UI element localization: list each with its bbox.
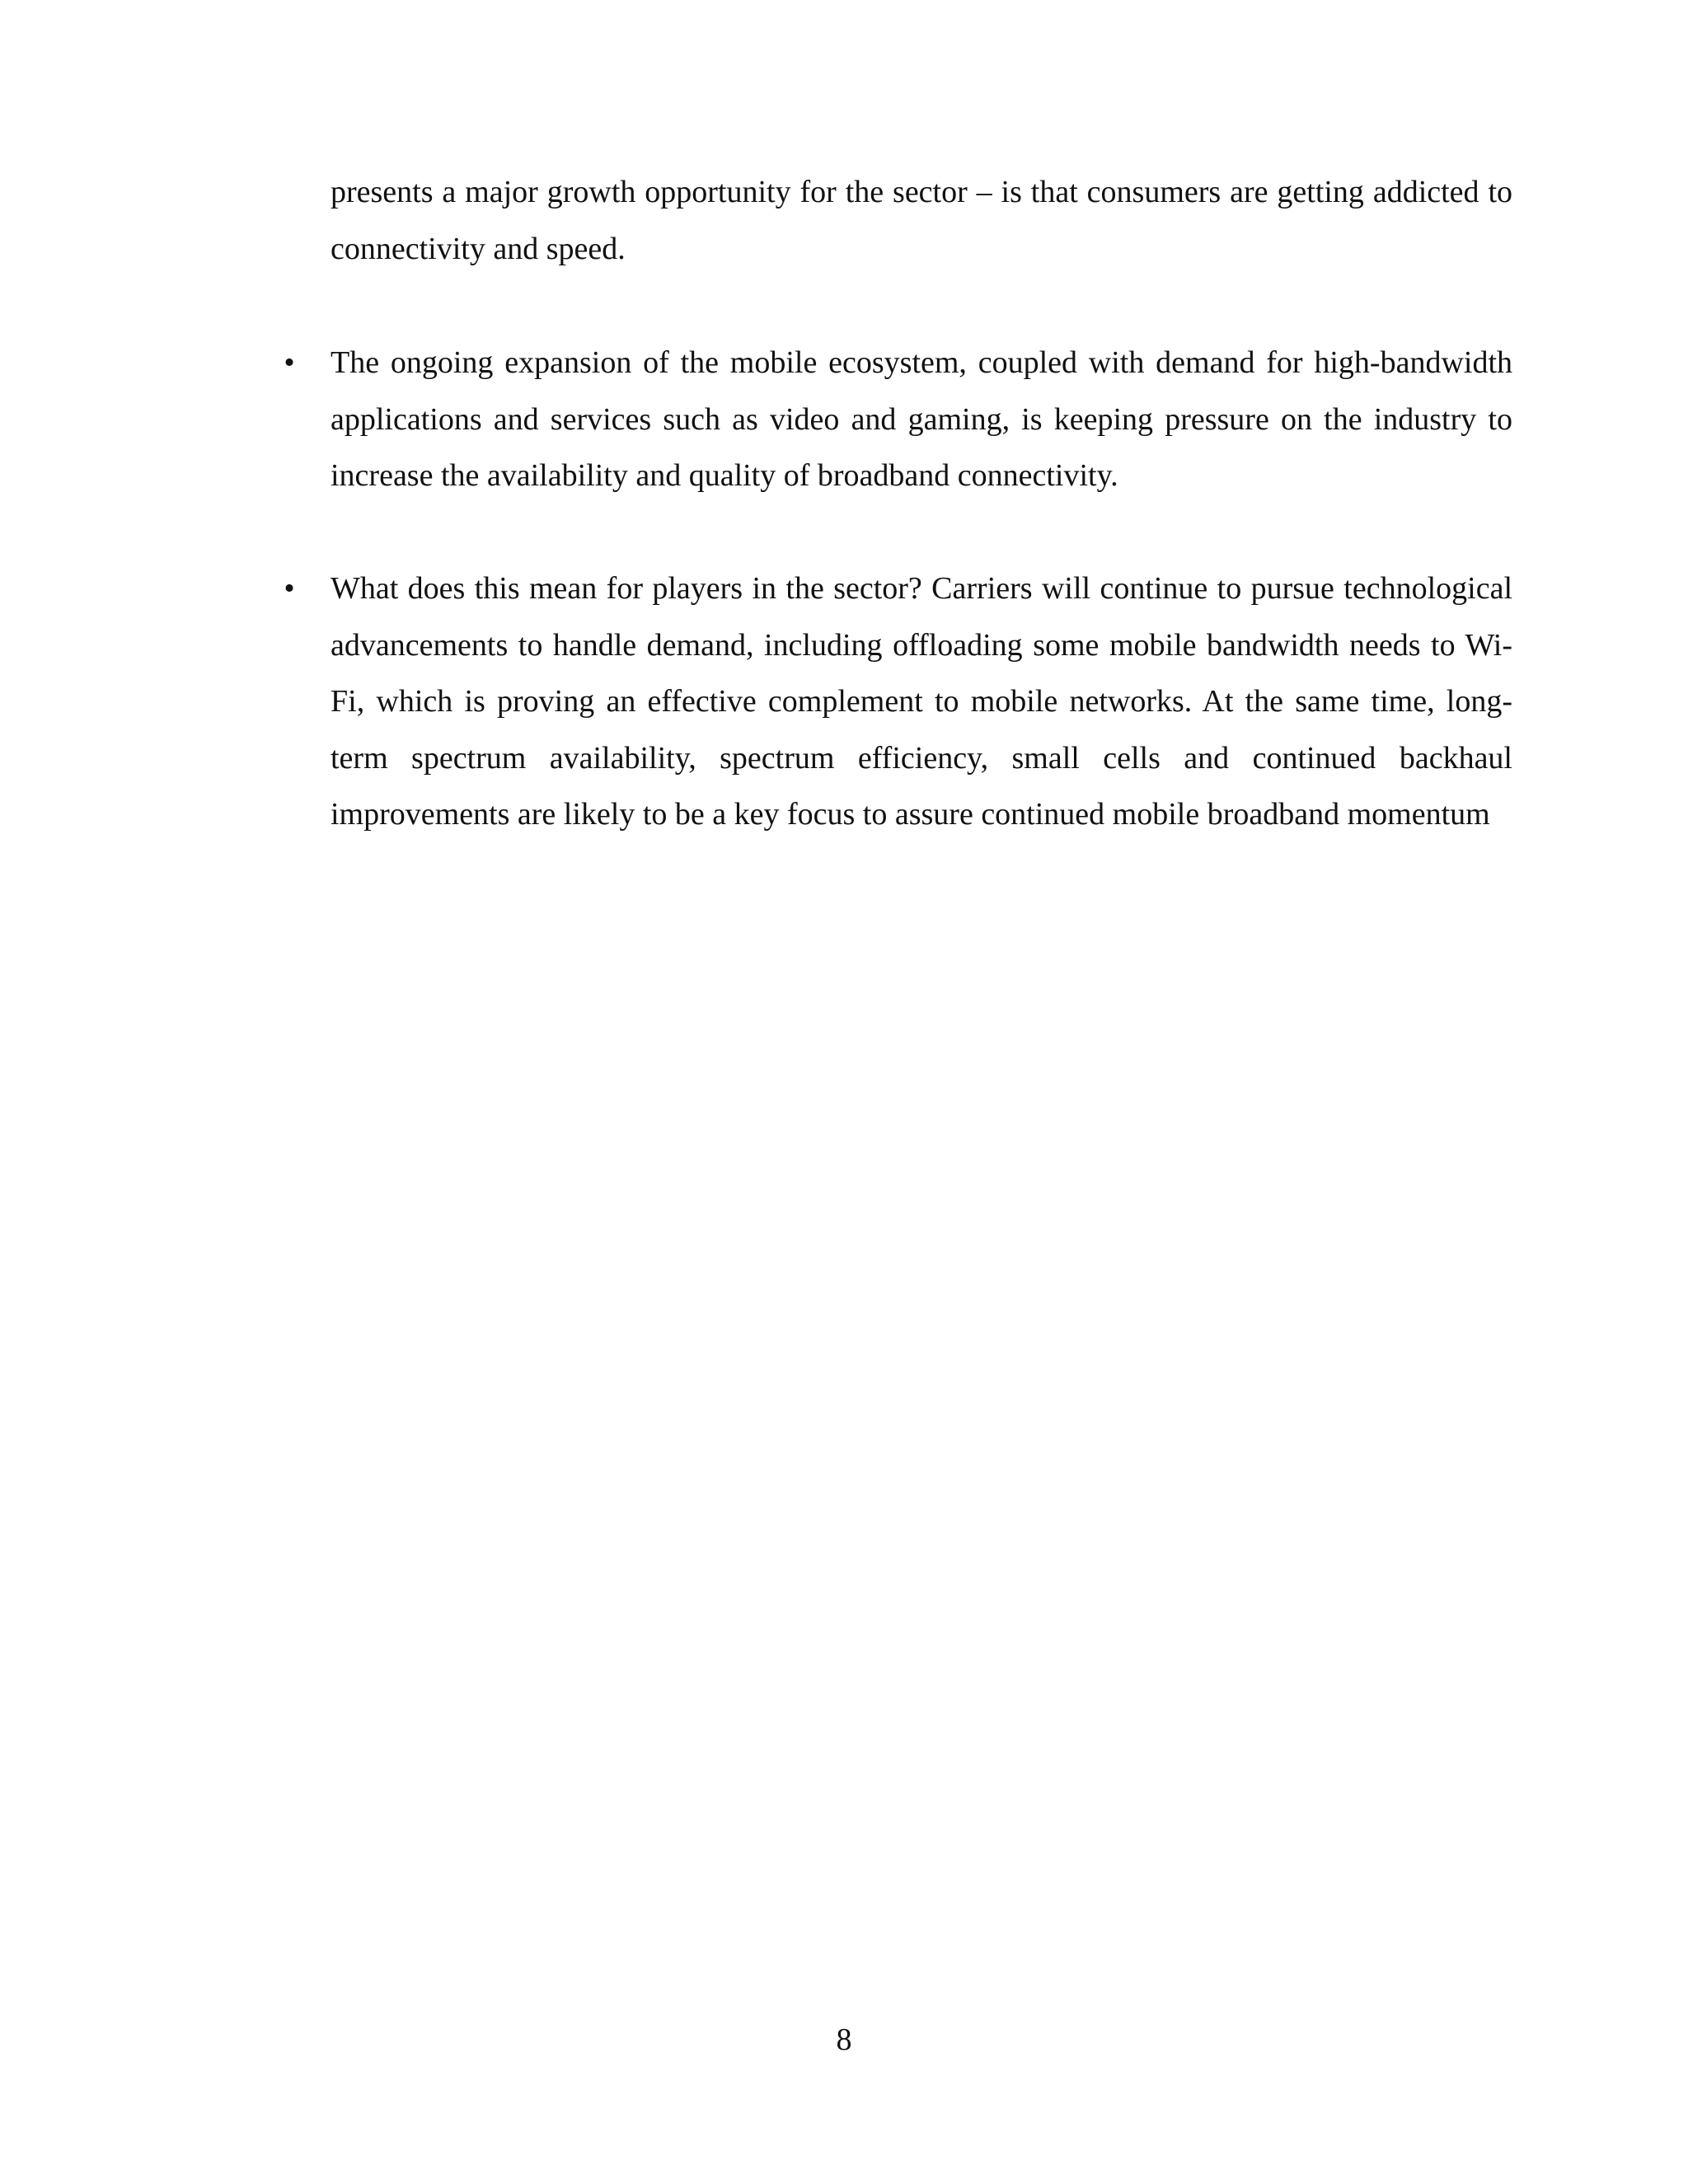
bullet-paragraph-sector-players: What does this mean for players in the sector? Carriers will continue to pursue technological advancements to handle demand, including offloading some mobile bandwidth needs to Wi-Fi, which is proving an effective complement to mobile networks. At the same time, long-term spectrum availability, spectrum efficiency, small cells and continued backhaul improvements are likely to be a key focus to assure continued mobile broadband momentum: [331, 571, 1512, 832]
bullet-marker: •: [284, 571, 295, 606]
bullet-marker: •: [284, 345, 295, 380]
bullet-paragraph-mobile-ecosystem: The ongoing expansion of the mobile ecosystem, coupled with demand for high-bandwidth applications and services such as video and gaming, is keeping pressure on the industry to increase the availability and quality of broadband connectivity.: [331, 345, 1512, 494]
continuation-paragraph: presents a major growth opportunity for the sector – is that consumers are getting addicted to connectivity and speed.: [331, 175, 1512, 266]
page-number: 8: [836, 2022, 852, 2057]
